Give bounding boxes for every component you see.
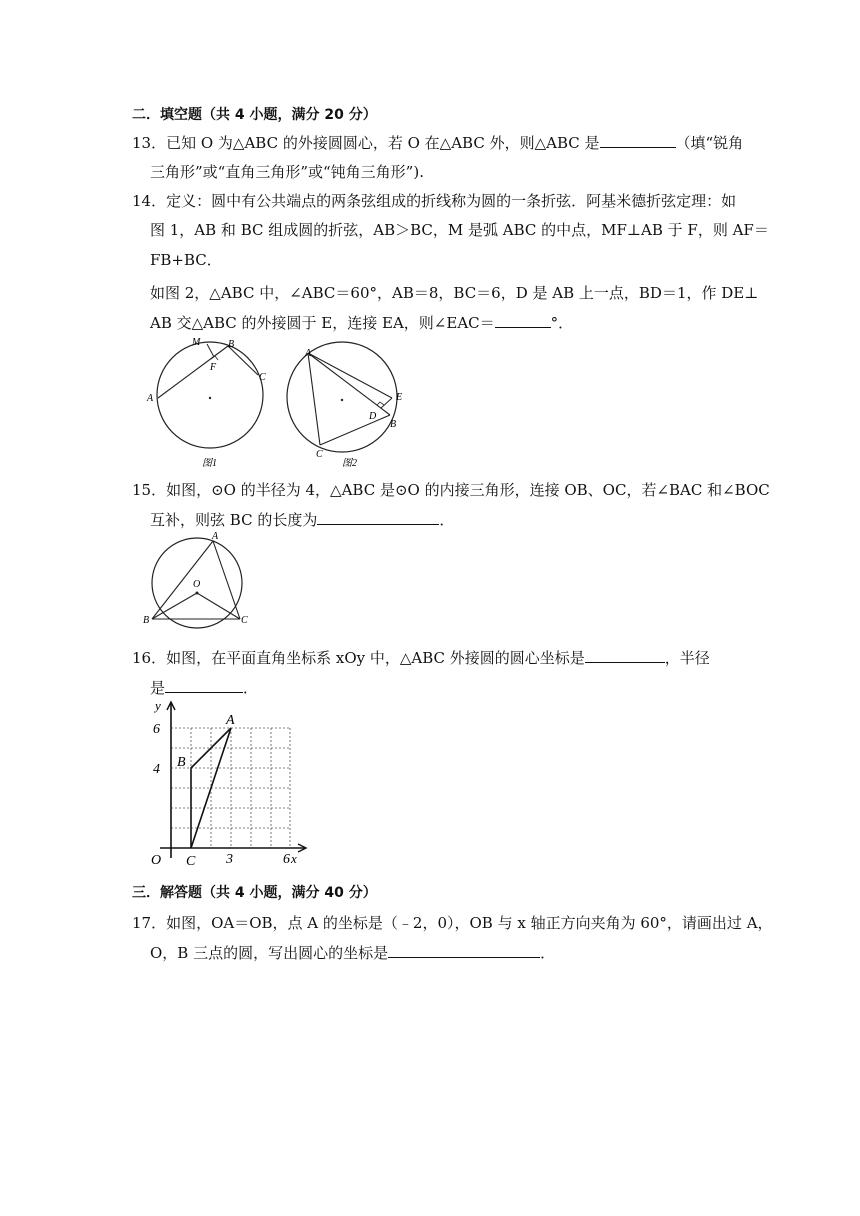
q13-text: 13．已知 O 为△ABC 的外接圆圆心，若 O 在△ABC 外，则△ABC 是 [132, 134, 600, 152]
q15-answer-blank[interactable] [317, 510, 439, 525]
q14-answer-blank[interactable] [495, 313, 551, 328]
q16-radius-text: ，半径 [664, 649, 710, 667]
q14-figure2 [290, 335, 420, 470]
q14-unit: °． [550, 314, 574, 332]
tick-y4: 4 [153, 762, 160, 777]
q15-label-a: A [212, 531, 219, 542]
fig1-label-m: M [192, 337, 201, 348]
q16-figure [140, 698, 315, 868]
q15-figure [140, 531, 255, 630]
fig1-label-b: B [228, 339, 235, 350]
point-b-label: B [177, 755, 186, 770]
section3-heading: 三．解答题（共 4 小题，满分 40 分） [132, 885, 377, 901]
q14-line4: 如图 2，△ABC 中，∠ABC＝60°，AB＝8，BC＝6，D 是 AB 上一点，BD＝1，作 DE⊥ [150, 284, 759, 302]
q14-line1: 14．定义：圆中有公共端点的两条弦组成的折线称为圆的一条折弦．阿基米德折弦定理：如 [132, 192, 737, 210]
q13-line1 [132, 131, 743, 155]
q14-figure1 [140, 335, 280, 470]
q17-end: ． [540, 944, 556, 962]
q17-text: O，B 三点的圆，写出圆心的坐标是 [150, 944, 389, 962]
q15-text: 互补，则弦 BC 的长度为 [150, 511, 318, 529]
tick-x3: 3 [226, 852, 233, 867]
q15-label-o: O [193, 579, 201, 590]
q16-text: 16．如图，在平面直角坐标系 xOy 中，△ABC 外接圆的圆心坐标是 [132, 649, 585, 667]
fig1-label-f: F [210, 362, 217, 373]
fig2-label-c: C [316, 449, 323, 460]
q13-answer-blank[interactable] [600, 133, 676, 148]
grid [171, 728, 290, 848]
q14-line5 [150, 311, 573, 335]
q15-label-b: B [143, 615, 150, 626]
fig1-caption: 图1 [202, 458, 217, 469]
fig1-label-c: C [259, 372, 266, 383]
fig2-caption: 图2 [342, 458, 357, 469]
q16-text2: 是 [150, 679, 166, 697]
fig2-label-a: A [305, 348, 312, 359]
tick-x6: 6 [283, 852, 290, 867]
tick-y6: 6 [153, 722, 160, 737]
q17-answer-blank[interactable] [388, 943, 540, 958]
q16-line1 [132, 646, 710, 670]
q16-end: ． [243, 679, 259, 697]
y-axis-label: y [155, 698, 161, 713]
q14-text: AB 交△ABC 的外接圆于 E，连接 EA，则∠EAC＝ [150, 314, 495, 332]
q16-line2 [150, 676, 258, 700]
fig2-label-d: D [369, 411, 377, 422]
fig2-label-b: B [390, 419, 397, 430]
point-c-label: C [186, 854, 196, 869]
q17-line2 [150, 941, 555, 965]
q16-radius-blank[interactable] [165, 678, 243, 693]
x-axis-label: x [291, 851, 297, 866]
q13-hint: （填“锐角 [675, 134, 744, 152]
q15-line2 [150, 508, 454, 532]
q13-line2: 三角形”或“直角三角形”或“钝角三角形”). [150, 163, 424, 181]
point-a-label: A [226, 713, 235, 728]
q14-line2: 图 1，AB 和 BC 组成圆的折弦，AB＞BC，M 是弧 ABC 的中点，MF⊥AB 于 F，则 AF＝ [150, 221, 769, 239]
origin-label: O [151, 853, 162, 868]
q15-label-c: C [241, 615, 248, 626]
fig2-label-e: E [396, 392, 403, 403]
section2-heading: 二．填空题（共 4 小题，满分 20 分） [132, 107, 377, 123]
q14-line3: FB+BC． [150, 251, 222, 269]
q15-end: ． [439, 511, 455, 529]
q16-center-blank[interactable] [585, 648, 665, 663]
q15-line1: 15．如图，⊙O 的半径为 4，△ABC 是⊙O 的内接三角形，连接 OB、OC，若∠BAC 和∠BOC [132, 481, 770, 499]
fig1-label-a: A [147, 393, 154, 404]
q17-line1: 17．如图，OA＝OB，点 A 的坐标是（﹣2，0），OB 与 x 轴正方向夹角为 60°，请画出过 A， [132, 914, 773, 932]
